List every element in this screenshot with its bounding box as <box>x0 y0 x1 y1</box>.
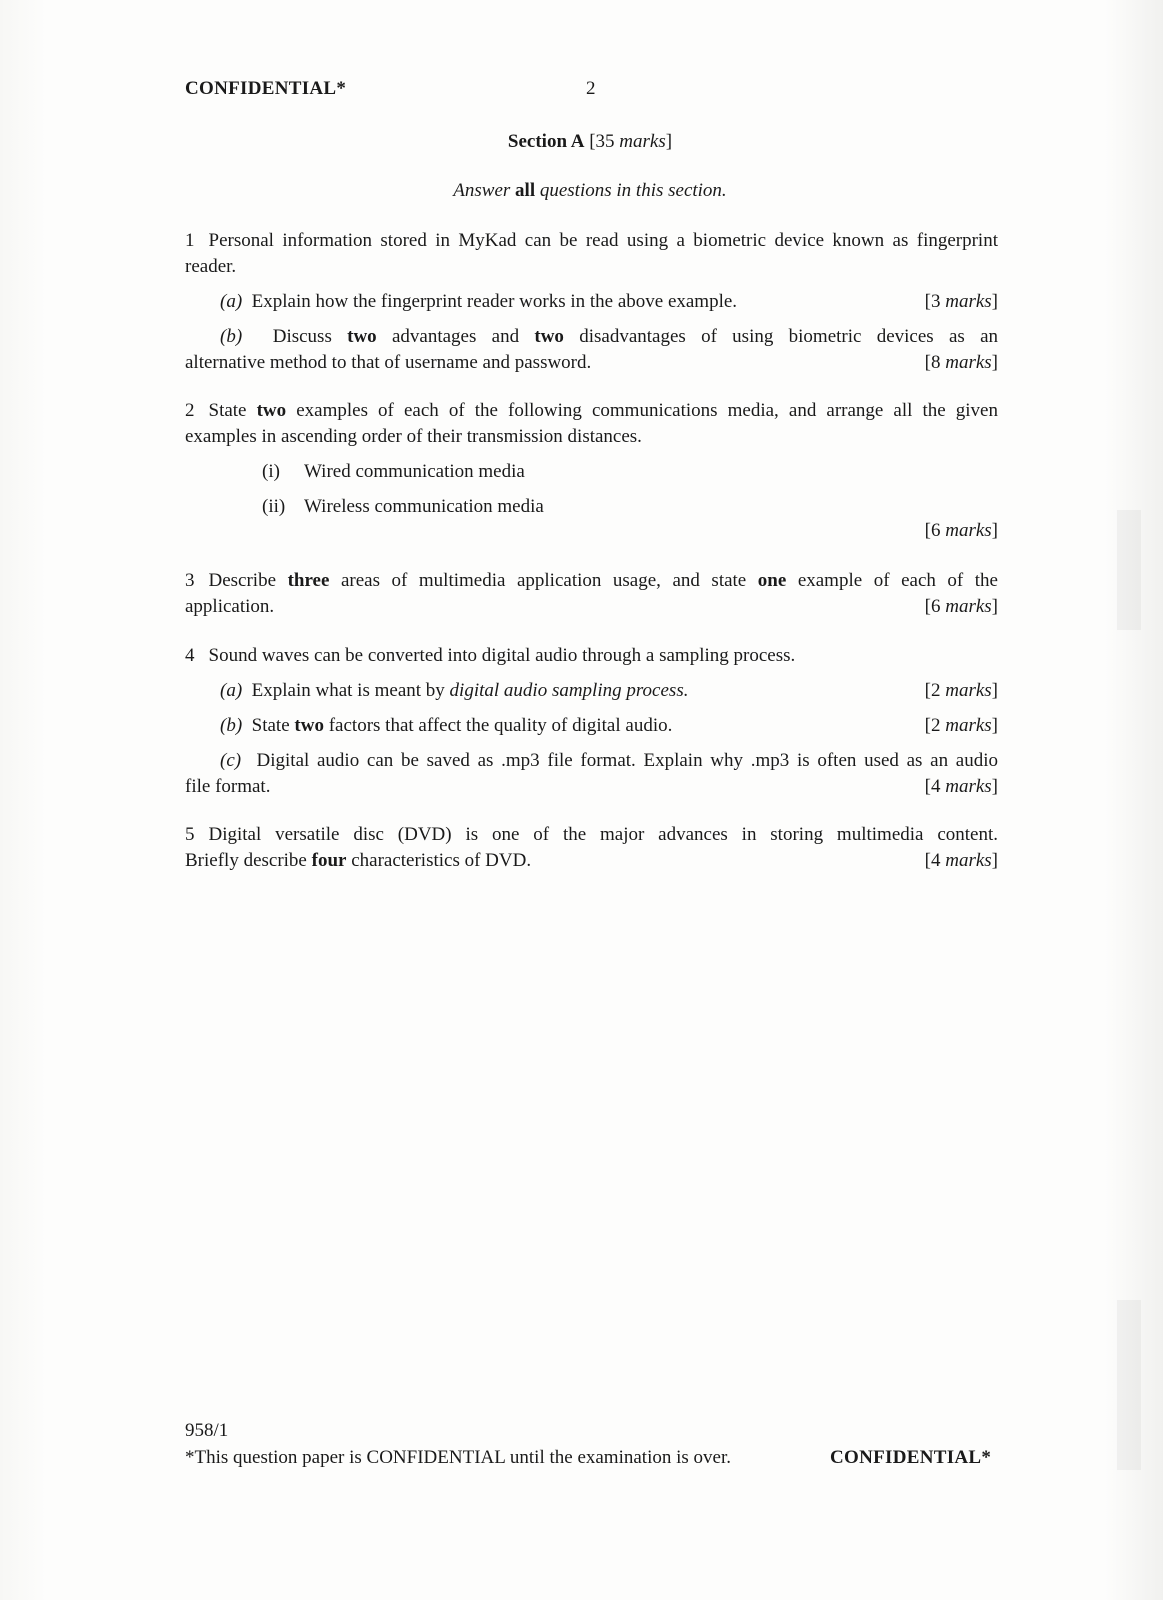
section-marks-close: ] <box>665 131 673 152</box>
marks-label: [2 marks] <box>924 680 998 701</box>
marks-label: [8 marks] <box>924 352 998 373</box>
question-1-stem <box>185 228 998 280</box>
page-number: 2 <box>586 78 596 99</box>
question-3: 3 Describe three areas of multimedia application usage, and state one example of each of the application. [6 marks] <box>185 568 998 620</box>
question-2-marks: [6 marks] <box>924 520 998 541</box>
scan-edge-mark-lower <box>1117 1300 1141 1470</box>
section-marks-word: marks <box>619 131 666 152</box>
footer-confidential: CONFIDENTIAL* <box>830 1447 992 1468</box>
question-4-stem <box>185 643 998 669</box>
question-2-item-ii <box>262 494 544 520</box>
marks-label: [6 marks] <box>924 596 998 617</box>
question-number: 1 <box>185 230 195 251</box>
subpart-label: (b) <box>220 326 243 347</box>
question-text: Personal information stored in MyKad can be read using a biometric device known as fingerprint reader. <box>185 230 998 277</box>
question-number: 4 <box>185 645 195 666</box>
roman-label: (i) <box>262 461 280 482</box>
question-5: 5 Digital versatile disc (DVD) is one of the major advances in storing multimedia content. Briefly describe four characteristics of DVD. [4 marks] <box>185 822 998 874</box>
marks-label: [3 marks] <box>924 291 998 312</box>
subpart-text: Explain how the fingerprint reader works in the above example. <box>251 291 738 312</box>
roman-label: (ii) <box>262 496 286 517</box>
marks-label: [2 marks] <box>924 715 998 736</box>
section-marks-open: [35 <box>589 131 620 152</box>
section-instruction <box>0 178 1163 204</box>
question-text: Sound waves can be converted into digital audio through a sampling process. <box>208 645 796 666</box>
question-4c: (c) Digital audio can be saved as .mp3 file format. Explain why .mp3 is often used as an audio file format. [4 marks] <box>185 748 998 800</box>
question-number: 2 <box>185 400 195 421</box>
marks-label: [4 marks] <box>924 850 998 871</box>
question-1b: (b) Discuss two advantages and two disadvantages of using biometric devices as an alternative method to that of username and password. [8 marks] <box>185 324 998 376</box>
item-text: Wired communication media <box>304 461 525 482</box>
section-title <box>0 129 1163 155</box>
instruction-bold: all <box>515 180 536 201</box>
question-1a <box>220 289 998 315</box>
scan-edge-mark <box>1117 510 1141 630</box>
question-4a: (a) Explain what is meant by digital audio sampling process. [2 marks] <box>220 678 998 704</box>
subpart-text-continued: alternative method to that of username and password. <box>185 352 592 373</box>
paper-code: 958/1 <box>185 1420 229 1441</box>
marks-label: [4 marks] <box>924 776 998 797</box>
instruction-post: questions in this section. <box>535 180 727 201</box>
subpart-label: (a) <box>220 291 243 312</box>
section-title-prefix: Section A <box>507 131 585 152</box>
question-number: 5 <box>185 824 195 845</box>
header-confidential: CONFIDENTIAL* <box>185 78 347 99</box>
question-number: 3 <box>185 570 195 591</box>
question-2-item-i <box>262 459 525 485</box>
item-text: Wireless communication media <box>304 496 544 517</box>
instruction-pre: Answer <box>453 180 516 201</box>
question-4b: (b) State two factors that affect the quality of digital audio. [2 marks] <box>220 713 998 739</box>
footer-note: *This question paper is CONFIDENTIAL until the examination is over. <box>185 1447 731 1468</box>
question-2-stem: 2 State two examples of each of the following communications media, and arrange all the given examples in ascending order of their transmission distances. <box>185 400 998 447</box>
